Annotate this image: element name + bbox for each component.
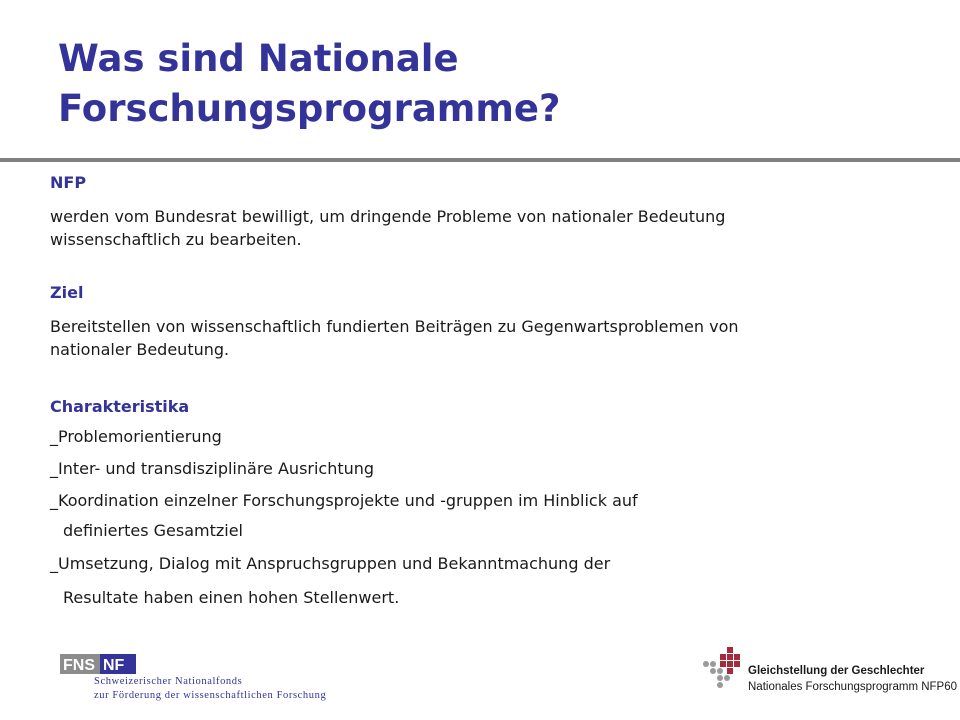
ziel-text-line-1: Bereitstellen von wissenschaftlich fundierten Beiträgen zu Gegenwartsproblemen von [50, 317, 739, 336]
list-item: _Problemorientierung [50, 427, 222, 446]
list-item-continuation: Resultate haben einen hohen Stellenwert. [63, 588, 400, 607]
nfp60-logo-subtitle: Nationales Forschungsprogramm NFP60 [748, 681, 958, 693]
list-item: _Umsetzung, Dialog mit Anspruchsgruppen und Bekanntmachung der [50, 554, 611, 573]
slide-title-line-1: Was sind Nationale [58, 37, 459, 80]
fnsnf-logo-mark [60, 654, 140, 674]
nfp60-dot-grid-icon [700, 645, 746, 695]
slide-title-line-2: Forschungsprogramme? [58, 87, 561, 130]
list-item: _Inter- und transdisziplinäre Ausrichtung [50, 459, 375, 478]
svg-text:NF: NF [103, 657, 125, 674]
ziel-text [50, 315, 910, 361]
nfp-text-line-2: wissenschaftlich zu bearbeiten. [50, 230, 302, 249]
title-divider [0, 158, 960, 162]
svg-text:FNS: FNS [63, 657, 95, 674]
charakteristika-heading: Charakteristika [50, 397, 190, 416]
nfp-text-line-1: werden vom Bundesrat bewilligt, um dringende Probleme von nationaler Bedeutung [50, 207, 726, 226]
snf-name-line-1: Schweizerischer Nationalfonds [94, 676, 243, 687]
ziel-text-line-2: nationaler Bedeutung. [50, 340, 230, 359]
list-item-continuation: definiertes Gesamtziel [63, 521, 243, 540]
snf-logo [60, 654, 360, 704]
ziel-heading: Ziel [50, 283, 84, 302]
nfp60-logo [700, 645, 958, 695]
slide-title [58, 34, 560, 134]
nfp60-logo-title: Gleichstellung der Geschlechter [748, 665, 925, 677]
nfp-heading: NFP [50, 173, 87, 192]
nfp-text [50, 205, 910, 251]
snf-name-line-2: zur Förderung der wissenschaftlichen Forschung [94, 690, 327, 701]
list-item: _Koordination einzelner Forschungsprojekte und -gruppen im Hinblick auf [50, 491, 638, 510]
